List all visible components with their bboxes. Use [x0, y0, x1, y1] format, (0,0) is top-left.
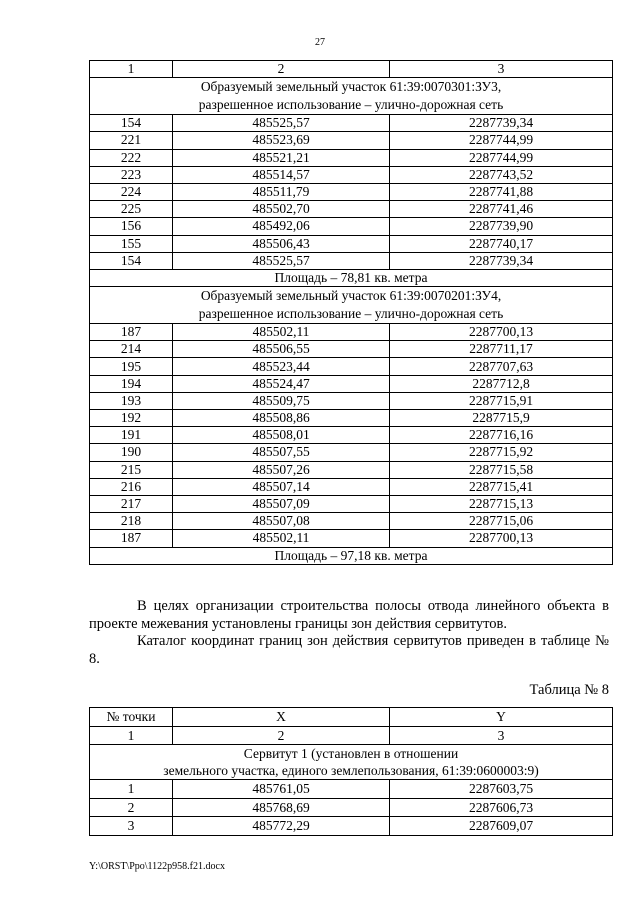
y-coordinate: 2287744,99: [390, 132, 613, 149]
point-number: 192: [90, 410, 173, 427]
paragraph-text: Каталог координат границ зон действия сервитутов приведен в таблице № 8.: [89, 633, 609, 667]
page-number: 27: [315, 37, 325, 48]
column-number: 3: [390, 61, 613, 78]
column-number: 2: [173, 61, 390, 78]
section-title-row: [90, 745, 613, 780]
section-title-line: Образуемый земельный участок 61:39:0070301:ЗУ3,: [200, 79, 502, 95]
y-coordinate: 2287740,17: [390, 235, 613, 252]
table-caption: Таблица № 8: [529, 682, 609, 698]
x-coordinate: 485507,14: [173, 478, 390, 495]
x-coordinate: 485524,47: [173, 375, 390, 392]
point-number: 221: [90, 132, 173, 149]
table-row: [90, 324, 613, 341]
point-number: 2: [90, 798, 173, 817]
table-numbering-row: [90, 61, 613, 78]
x-coordinate: 485507,08: [173, 513, 390, 530]
y-coordinate: 2287606,73: [390, 798, 613, 817]
x-coordinate: 485768,69: [173, 798, 390, 817]
table-row: [90, 252, 613, 269]
x-coordinate: 485523,69: [173, 132, 390, 149]
y-coordinate: 2287741,46: [390, 201, 613, 218]
y-coordinate: 2287715,06: [390, 513, 613, 530]
y-coordinate: 2287700,13: [390, 324, 613, 341]
y-coordinate: 2287609,07: [390, 817, 613, 836]
column-number: 2: [173, 726, 390, 745]
y-coordinate: 2287711,17: [390, 341, 613, 358]
section-title-line: разрешенное использование – улично-дорожная сеть: [198, 306, 504, 322]
x-coordinate: 485502,11: [173, 530, 390, 547]
column-number: 1: [90, 726, 173, 745]
table-row: [90, 798, 613, 817]
table-row: [90, 375, 613, 392]
table-row: [90, 183, 613, 200]
area-row: [90, 547, 613, 564]
point-number: 154: [90, 115, 173, 132]
point-number: 195: [90, 358, 173, 375]
y-coordinate: 2287715,9: [390, 410, 613, 427]
x-coordinate: 485507,26: [173, 461, 390, 478]
paragraph-text: В целях организации строительства полосы отвода линейного объекта в проекте межевания установлены границы зон действия сервитутов.: [89, 598, 609, 632]
table-row: [90, 358, 613, 375]
document-path-footer: Y:\ORST\Ppo\1122p958.f21.docx: [89, 861, 225, 872]
x-coordinate: 485511,79: [173, 183, 390, 200]
x-coordinate: 485509,75: [173, 392, 390, 409]
point-number: 193: [90, 392, 173, 409]
y-coordinate: 2287712,8: [390, 375, 613, 392]
x-coordinate: 485507,09: [173, 495, 390, 512]
column-number: 3: [390, 726, 613, 745]
section-title: [90, 287, 613, 324]
y-coordinate: 2287739,34: [390, 115, 613, 132]
x-coordinate: 485506,55: [173, 341, 390, 358]
point-number: 214: [90, 341, 173, 358]
point-number: 191: [90, 427, 173, 444]
paragraph-easements: [89, 597, 609, 633]
section-title-line: Сервитут 1 (установлен в отношении: [243, 746, 459, 761]
y-coordinate: 2287715,58: [390, 461, 613, 478]
x-coordinate: 485521,21: [173, 149, 390, 166]
column-header: X: [173, 708, 390, 727]
y-coordinate: 2287707,63: [390, 358, 613, 375]
table-row: [90, 341, 613, 358]
point-number: 216: [90, 478, 173, 495]
column-header: Y: [390, 708, 613, 727]
point-number: 223: [90, 166, 173, 183]
point-number: 222: [90, 149, 173, 166]
table-row: [90, 461, 613, 478]
column-header: № точки: [90, 708, 173, 727]
table-row: [90, 478, 613, 495]
x-coordinate: 485508,01: [173, 427, 390, 444]
point-number: 154: [90, 252, 173, 269]
point-number: 156: [90, 218, 173, 235]
y-coordinate: 2287741,88: [390, 183, 613, 200]
section-title-line: земельного участка, единого землепользования, 61:39:0600003:9): [163, 763, 539, 778]
point-number: 217: [90, 495, 173, 512]
table-row: [90, 817, 613, 836]
table-header-row: [90, 708, 613, 727]
y-coordinate: 2287716,16: [390, 427, 613, 444]
table-row: [90, 115, 613, 132]
table-row: [90, 392, 613, 409]
y-coordinate: 2287700,13: [390, 530, 613, 547]
point-number: 1: [90, 780, 173, 799]
table-row: [90, 149, 613, 166]
x-coordinate: 485523,44: [173, 358, 390, 375]
y-coordinate: 2287715,13: [390, 495, 613, 512]
section-title-row: [90, 287, 613, 324]
point-number: 224: [90, 183, 173, 200]
section-title: [90, 745, 613, 780]
y-coordinate: 2287715,41: [390, 478, 613, 495]
table-row: [90, 410, 613, 427]
column-number: 1: [90, 61, 173, 78]
x-coordinate: 485525,57: [173, 115, 390, 132]
y-coordinate: 2287603,75: [390, 780, 613, 799]
table-row: [90, 235, 613, 252]
y-coordinate: 2287739,34: [390, 252, 613, 269]
y-coordinate: 2287715,92: [390, 444, 613, 461]
y-coordinate: 2287744,99: [390, 149, 613, 166]
x-coordinate: 485502,70: [173, 201, 390, 218]
table-row: [90, 780, 613, 799]
easement-coordinates-table: [89, 707, 613, 836]
point-number: 187: [90, 324, 173, 341]
point-number: 194: [90, 375, 173, 392]
y-coordinate: 2287743,52: [390, 166, 613, 183]
y-coordinate: 2287739,90: [390, 218, 613, 235]
x-coordinate: 485507,55: [173, 444, 390, 461]
table-row: [90, 201, 613, 218]
x-coordinate: 485514,57: [173, 166, 390, 183]
area-total: Площадь – 97,18 кв. метра: [90, 547, 613, 564]
x-coordinate: 485761,05: [173, 780, 390, 799]
paragraph-catalog: [89, 632, 609, 668]
x-coordinate: 485772,29: [173, 817, 390, 836]
x-coordinate: 485525,57: [173, 252, 390, 269]
point-number: 3: [90, 817, 173, 836]
x-coordinate: 485492,06: [173, 218, 390, 235]
table-row: [90, 166, 613, 183]
table-row: [90, 495, 613, 512]
table-row: [90, 513, 613, 530]
table-row: [90, 427, 613, 444]
x-coordinate: 485506,43: [173, 235, 390, 252]
section-title-row: [90, 78, 613, 115]
point-number: 155: [90, 235, 173, 252]
table-row: [90, 132, 613, 149]
table-numbering-row: [90, 726, 613, 745]
point-number: 190: [90, 444, 173, 461]
section-title: [90, 78, 613, 115]
point-number: 225: [90, 201, 173, 218]
point-number: 215: [90, 461, 173, 478]
table-row: [90, 444, 613, 461]
area-row: [90, 269, 613, 286]
point-number: 187: [90, 530, 173, 547]
coordinates-table-zu: [89, 60, 613, 565]
x-coordinate: 485502,11: [173, 324, 390, 341]
section-title-line: разрешенное использование – улично-дорожная сеть: [198, 97, 504, 113]
x-coordinate: 485508,86: [173, 410, 390, 427]
area-total: Площадь – 78,81 кв. метра: [90, 269, 613, 286]
y-coordinate: 2287715,91: [390, 392, 613, 409]
point-number: 218: [90, 513, 173, 530]
table-row: [90, 218, 613, 235]
section-title-line: Образуемый земельный участок 61:39:0070201:ЗУ4,: [200, 288, 502, 304]
table-row: [90, 530, 613, 547]
